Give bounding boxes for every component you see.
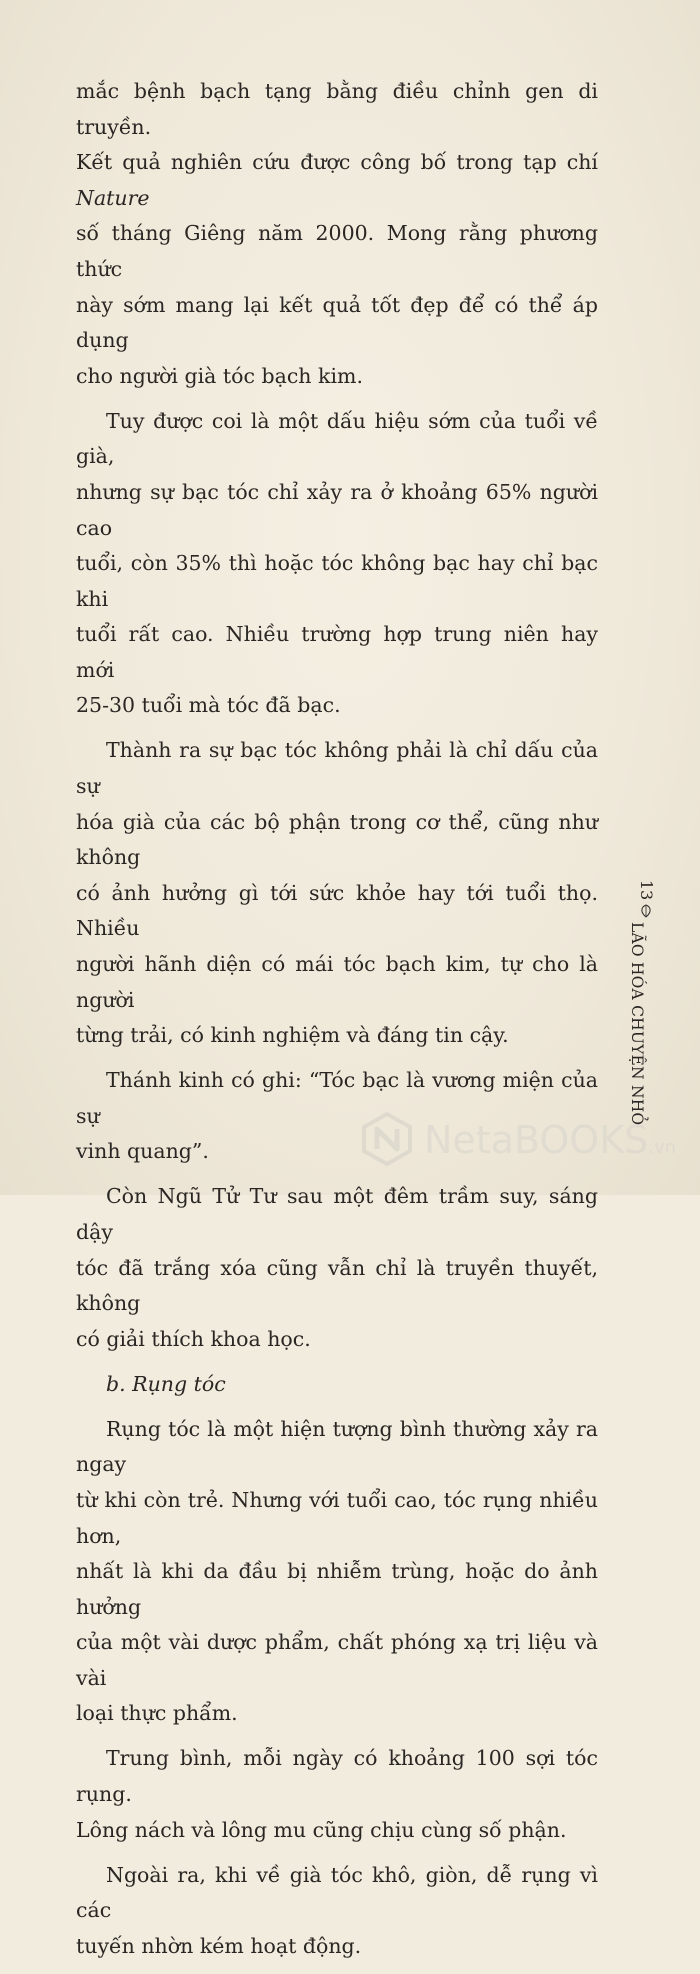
text-line: b. Rụng tóc: [106, 1371, 226, 1396]
leaf-ornament-icon: [638, 904, 654, 918]
text-line: Rụng tóc là một hiện tượng bình thường xảy ra ngay: [76, 1416, 598, 1477]
text-line: người hãnh diện có mái tóc bạch kim, tự cho là người: [76, 952, 598, 1012]
paragraph-8: [76, 1858, 598, 1965]
text-line: loại thực phẩm.: [76, 1701, 238, 1726]
text-line: Kết quả nghiên cứu được công bố trong tạp chí Nature: [76, 150, 598, 210]
paragraph-2: [76, 404, 598, 724]
watermark-brand: NetaBOOKS: [424, 1118, 649, 1162]
text-line: hóa già của các bộ phận trong cơ thể, cũng như không: [76, 809, 598, 870]
text-line: cho người già tóc bạch kim.: [76, 363, 363, 388]
running-title: LÃO HÓA CHUYỆN NHỎ: [628, 922, 646, 1126]
text-line: Ngoài ra, khi về già tóc khô, giòn, dễ rụng vì các: [76, 1862, 598, 1923]
paragraph-3: [76, 733, 598, 1053]
text-line: của một vài dược phẩm, chất phóng xạ trị liệu và vài: [76, 1630, 598, 1690]
text-line: từ khi còn trẻ. Nhưng với tuổi cao, tóc rụng nhiều hơn,: [76, 1487, 598, 1548]
text-line: nhất là khi da đầu bị nhiễm trùng, hoặc do ảnh hưởng: [76, 1559, 598, 1619]
paragraph-1: [76, 74, 598, 394]
page-number: 13: [637, 879, 656, 901]
journal-name: Nature: [76, 185, 150, 210]
text-line: có giải thích khoa học.: [76, 1326, 311, 1351]
text-line: nhưng sự bạc tóc chỉ xảy ra ở khoảng 65% người cao: [76, 479, 598, 540]
text-line: Trung bình, mỗi ngày có khoảng 100 sợi tóc rụng.: [76, 1746, 598, 1807]
paragraph-7: [76, 1741, 598, 1848]
text-line: Tuy được coi là một dấu hiệu sớm của tuổi về già,: [76, 408, 598, 469]
text-line: Thánh kinh có ghi: “Tóc bạc là vương miện của sự: [76, 1068, 598, 1128]
text-line: tuyến nhờn kém hoạt động.: [76, 1933, 362, 1958]
section-heading: [76, 1367, 598, 1403]
watermark: [360, 1112, 690, 1172]
paragraph-5: [76, 1179, 598, 1357]
text-line: tóc đã trắng xóa cũng vẫn chỉ là truyền thuyết, không: [76, 1255, 598, 1316]
text-line: Lông nách và lông mu cũng chịu cùng số phận.: [76, 1817, 567, 1842]
text-line: số tháng Giêng năm 2000. Mong rằng phương thức: [76, 221, 598, 281]
text-line: 25-30 tuổi mà tóc đã bạc.: [76, 693, 341, 718]
text-line: Thành ra sự bạc tóc không phải là chỉ dấu của sự: [76, 738, 598, 799]
page-sidebar: [628, 879, 661, 1126]
text-line: vinh quang”.: [76, 1139, 209, 1164]
body-text: [76, 74, 598, 1974]
text-line: có ảnh hưởng gì tới sức khỏe hay tới tuổi thọ. Nhiều: [76, 880, 598, 941]
paragraph-6: [76, 1412, 598, 1732]
text-line: tuổi rất cao. Nhiều trường hợp trung niên hay mới: [76, 622, 598, 682]
text-line: Còn Ngũ Tử Tư sau một đêm trầm suy, sáng dậy: [76, 1184, 598, 1244]
text-line: từng trải, có kinh nghiệm và đáng tin cậy.: [76, 1023, 509, 1048]
watermark-suffix: .vn: [648, 1137, 677, 1158]
text-line: này sớm mang lại kết quả tốt đẹp để có thể áp dụng: [76, 292, 598, 353]
text-line: mắc bệnh bạch tạng bằng điều chỉnh gen di truyền.: [76, 79, 598, 139]
watermark-text: [424, 1118, 676, 1170]
text-line: tuổi, còn 35% thì hoặc tóc không bạc hay chỉ bạc khi: [76, 551, 598, 611]
netabooks-logo-icon: [360, 1112, 414, 1166]
